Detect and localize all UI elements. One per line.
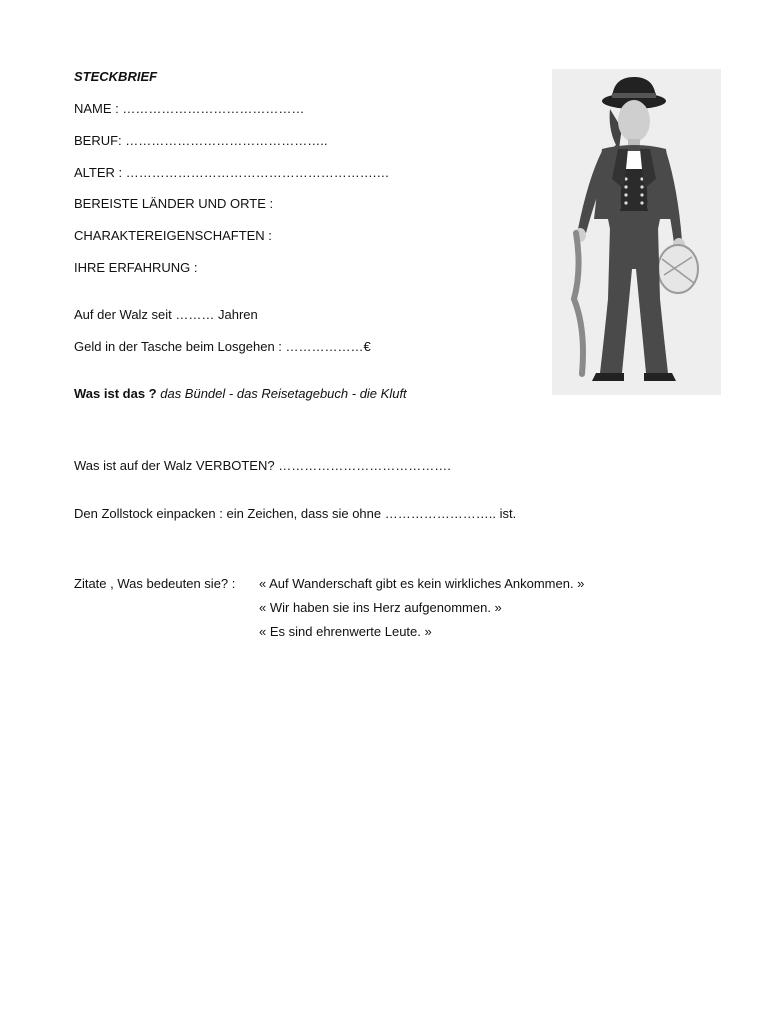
field-bereiste-laender: BEREISTE LÄNDER UND ORTE : xyxy=(74,196,274,211)
was-ist-das-items: das Bündel - das Reisetagebuch - die Kluft xyxy=(160,386,407,401)
verboten-line: Was ist auf der Walz VERBOTEN? …………………………………. xyxy=(74,458,451,473)
quote-2: « Wir haben sie ins Herz aufgenommen. » xyxy=(259,600,502,615)
journeyman-figure-graphic xyxy=(552,69,721,395)
was-ist-das-line xyxy=(74,386,407,402)
field-beruf: BERUF: ……………………………………….. xyxy=(74,133,328,148)
worksheet-title: STECKBRIEF xyxy=(74,69,158,84)
field-erfahrung: IHRE ERFAHRUNG : xyxy=(74,260,198,275)
zollstock-line: Den Zollstock einpacken : ein Zeichen, dass sie ohne …………………….. ist. xyxy=(74,506,517,521)
quote-3: « Es sind ehrenwerte Leute. » xyxy=(259,624,432,639)
zitate-label: Zitate , Was bedeuten sie? : xyxy=(74,576,236,591)
walz-seit-line: Auf der Walz seit ……… Jahren xyxy=(74,307,258,322)
journeyman-illustration xyxy=(552,69,721,395)
field-charaktereigenschaften: CHARAKTEREIGENSCHAFTEN : xyxy=(74,228,272,243)
was-ist-das-label: Was ist das ? xyxy=(74,386,157,401)
field-name: NAME : …………………………………… xyxy=(74,101,305,116)
geld-line: Geld in der Tasche beim Losgehen : ………………€ xyxy=(74,339,371,354)
field-alter: ALTER : ………………………………………………….… xyxy=(74,165,390,180)
quote-1: « Auf Wanderschaft gibt es kein wirkliches Ankommen. » xyxy=(259,576,585,591)
